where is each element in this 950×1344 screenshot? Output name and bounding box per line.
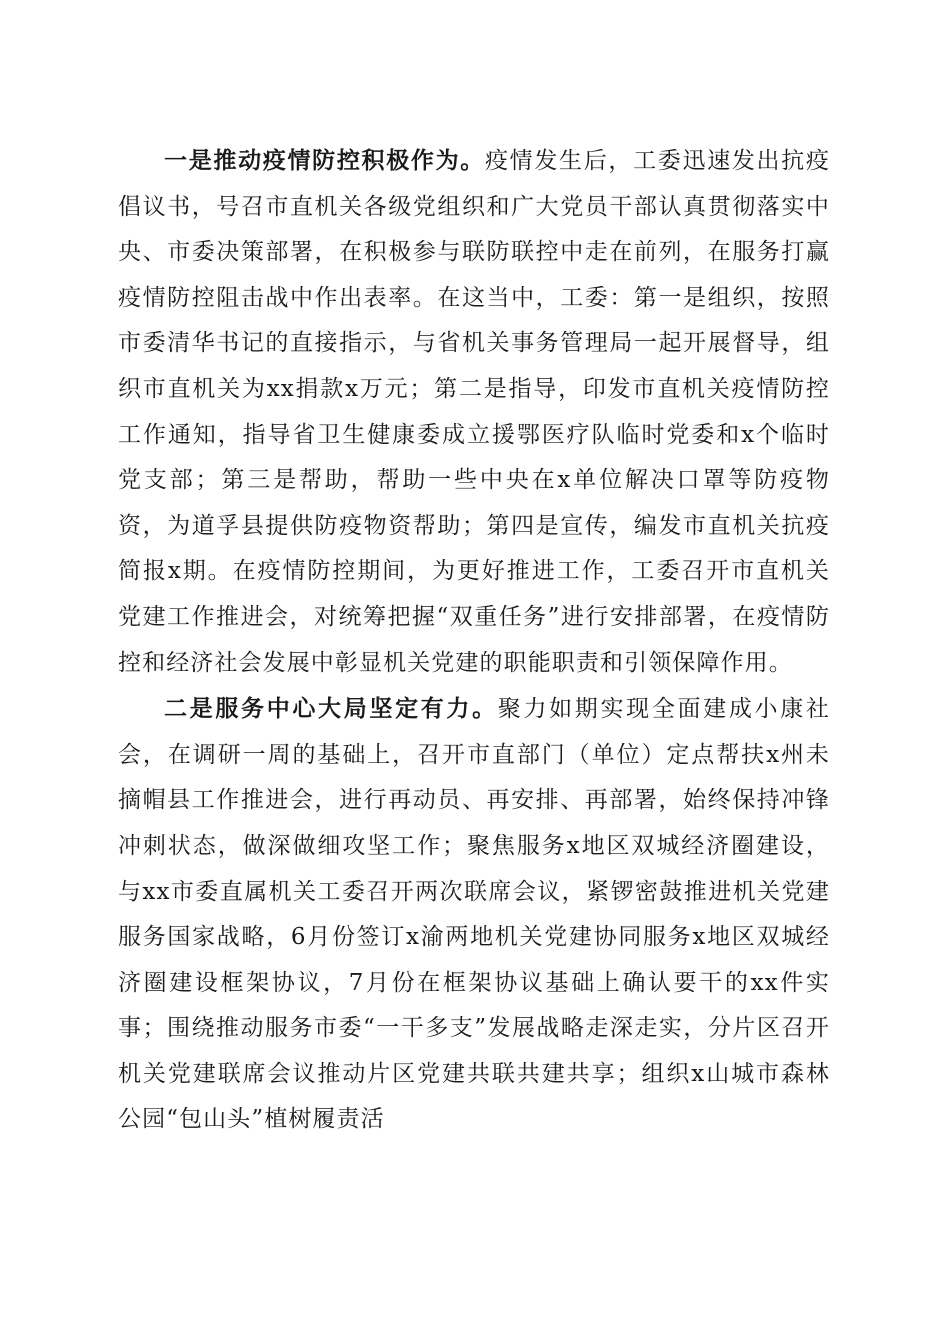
document-body [118, 138, 830, 1143]
paragraph-2-text: 聚力如期实现全面建成小康社会，在调研一周的基础上，召开市直部门（单位）定点帮扶x州未摘帽县工作推进会，进行再动员、再安排、再部署，始终保持冲锋冲刺状态，做深做细攻坚工作；聚焦服务x地区双城经济圈建设，与xx市委直属机关工委召开两次联席会议，紧锣密鼓推进机关党建服务国家战略，6月份签订x渝两地机关党建协同服务x地区双城经济圈建设框架协议，7月份在框架协议基础上确认要干的xx件实事；围绕推动服务市委“一干多支”发展战略走深走实，分片区召开机关党建联席会议推动片区党建共联共建共享；组织x山城市森林公园“包山头”植树履责活 [118, 696, 830, 1133]
paragraph-1-text: 疫情发生后，工委迅速发出抗疫倡议书，号召市直机关各级党组织和广大党员干部认真贯彻落实中央、市委决策部署，在积极参与联防联控中走在前列，在服务打赢疫情防控阻击战中作出表率。在这当中，工委：第一是组织，按照市委清华书记的直接指示，与省机关事务管理局一起开展督导，组织市直机关为xx捐款x万元；第二是指导，印发市直机关疫情防控工作通知，指导省卫生健康委成立援鄂医疗队临时党委和x个临时党支部；第三是帮助，帮助一些中央在x单位解决口罩等防疫物资，为道孚县提供防疫物资帮助；第四是宣传，编发市直机关抗疫简报x期。在疫情防控期间，为更好推进工作，工委召开市直机关党建工作推进会，对统筹把握“双重任务”进行安排部署，在疫情防控和经济社会发展中彰显机关党建的职能职责和引领保障作用。 [118, 148, 830, 676]
paragraph-2 [118, 686, 830, 1143]
paragraph-1 [118, 138, 830, 686]
paragraph-1-heading: 一是推动疫情防控积极作为。 [164, 147, 485, 174]
paragraph-2-heading: 二是服务中心大局坚定有力。 [164, 695, 498, 723]
